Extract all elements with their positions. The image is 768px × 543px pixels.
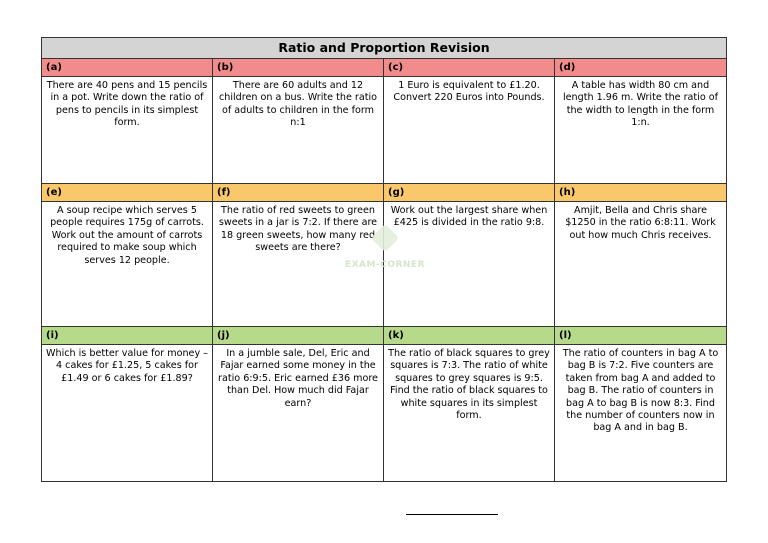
question-label: (h) <box>555 183 726 202</box>
question-label: (g) <box>384 183 554 202</box>
question-text: Which is better value for money – 4 cakes for £1.25, 5 cakes for £1.49 or 6 cakes for £1.89? <box>46 348 208 384</box>
question-cell-l <box>555 326 726 481</box>
watermark-text: EXAM-CORNER <box>344 260 426 270</box>
question-cell-e <box>42 183 213 326</box>
question-text: A table has width 80 cm and length 1.96 m. Write the ratio of the width to length in the form 1:n. <box>562 80 719 129</box>
question-label: (f) <box>213 183 383 202</box>
question-label: (b) <box>213 59 383 77</box>
question-cell-i <box>42 326 213 481</box>
question-text: There are 40 pens and 15 pencils in a pot. Write down the ratio of pens to pencils in its simplest form. <box>46 80 208 129</box>
question-label: (c) <box>384 59 554 77</box>
question-row-3 <box>42 326 726 481</box>
question-label: (d) <box>555 59 726 77</box>
question-row-1 <box>42 59 726 183</box>
question-label: (l) <box>555 326 726 345</box>
question-cell-a <box>42 59 213 183</box>
sheet-title: Ratio and Proportion Revision <box>42 38 726 59</box>
question-cell-c <box>384 59 555 183</box>
question-cell-k <box>384 326 555 481</box>
question-label: (j) <box>213 326 383 345</box>
question-text: The ratio of red sweets to green sweets in a jar is 7:2. If there are 18 green sweets, how many red sweets are there? <box>218 205 378 254</box>
question-text: Amjit, Bella and Chris share $1250 in the ratio 6:8:11. Work out how much Chris receives. <box>565 205 716 241</box>
question-text: A soup recipe which serves 5 people requires 175g of carrots. Work out the amount of carrots required to make soup which serves 12 people. <box>50 205 204 266</box>
watermark-icon <box>371 228 399 258</box>
question-text: The ratio of counters in bag A to bag B is 7:2. Five counters are taken from bag A and added to bag B. The ratio of counters in bag A to bag B is now 8:3. Find the number of counters now in bag A and in bag B. <box>562 348 719 434</box>
question-text: There are 60 adults and 12 children on a bus. Write the ratio of adults to children in the form n:1 <box>218 80 378 129</box>
question-cell-j <box>213 326 384 481</box>
question-cell-d <box>555 59 726 183</box>
footer-divider <box>406 514 498 515</box>
question-text: Work out the largest share when £425 is divided in the ratio 9:8. <box>390 205 548 229</box>
question-cell-b <box>213 59 384 183</box>
question-text: 1 Euro is equivalent to £1.20. Convert 220 Euros into Pounds. <box>393 80 545 104</box>
question-label: (e) <box>42 183 212 202</box>
watermark-logo <box>335 228 435 270</box>
question-cell-h <box>555 183 726 326</box>
question-text: In a jumble sale, Del, Eric and Fajar earned some money in the ratio 6:9:5. Eric earned £36 more than Del. How much did Fajar earn? <box>218 348 378 409</box>
question-text: The ratio of black squares to grey squares is 7:3. The ratio of white squares to grey squares is 9:5. Find the ratio of black squares to white squares in its simplest form. <box>388 348 550 422</box>
question-label: (i) <box>42 326 212 345</box>
question-label: (a) <box>42 59 212 77</box>
question-label: (k) <box>384 326 554 345</box>
